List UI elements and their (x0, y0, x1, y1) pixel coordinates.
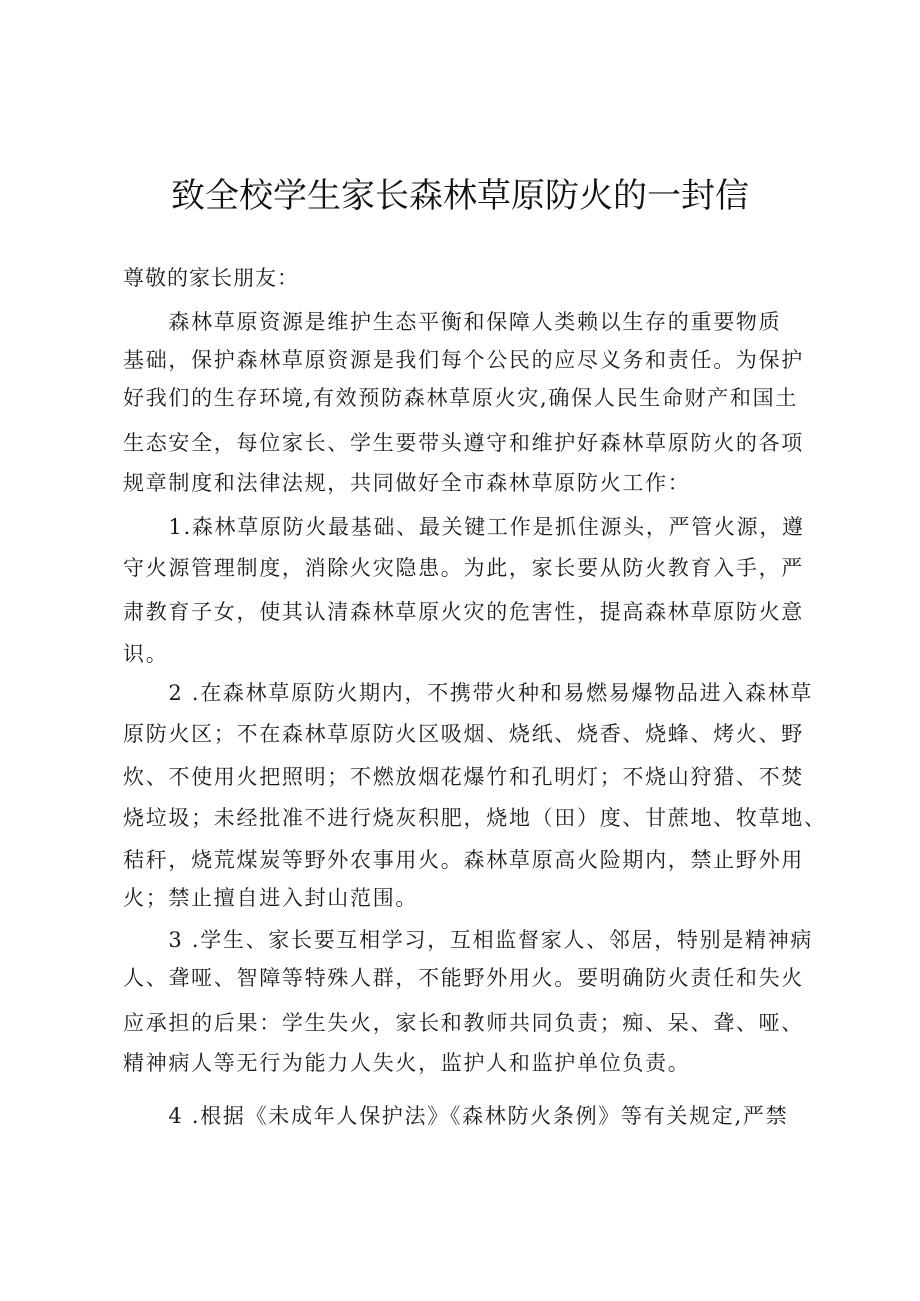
body-line: 精神病人等无行为能力人失火，监护人和监护单位负责。 (123, 1051, 691, 1075)
salutation: 尊敬的家长朋友： (123, 266, 299, 290)
body-line: 原防火区；不在森林草原防火区吸烟、烧纸、烧香、烧蜂、烤火、野 (123, 722, 804, 746)
body-line: 3 .学生、家长要互相学习，互相监督家人、邻居，特别是精神病 (123, 928, 814, 952)
body-line: 基础，保护森林草原资源是我们每个公民的应尽义务和责任。为保护 (123, 348, 804, 372)
body-line: 火；禁止擅自进入封山范围。 (123, 886, 419, 910)
body-line: 生态安全，每位家长、学生要带头遵守和维护好森林草原防火的各项 (123, 431, 804, 455)
body-line: 炊、不使用火把照明；不燃放烟花爆竹和孔明灯；不烧山狩猎、不焚 (123, 765, 804, 789)
body-line: 秸秆，烧荒煤炭等野外农事用火。森林草原高火险期内，禁止野外用 (123, 848, 804, 872)
body-line: 守火源管理制度，消除火灾隐患。为此，家长要从防火教育入手，严 (123, 556, 804, 580)
body-line: 肃教育子女，使其认清森林草原火灾的危害性，提高森林草原防火意 (123, 600, 804, 624)
body-line: 识。 (123, 642, 169, 666)
body-line: 规章制度和法律法规，共同做好全市森林草原防火工作： (123, 471, 691, 495)
body-line: 1.森林草原防火最基础、最关键工作是抓住源头，严管火源，遵 (123, 515, 805, 539)
body-line: 2 .在森林草原防火期内，不携带火种和易燃易爆物品进入森林草 (123, 681, 814, 705)
document-title: 致全校学生家长森林草原防火的一封信 (171, 176, 749, 216)
body-line: 烧垃圾；未经批准不进行烧灰积肥，烧地（田）度、甘蔗地、牧草地、 (123, 806, 827, 830)
body-line: 好我们的生存环境,有效预防森林草原火灾,确保人民生命财产和国土 (123, 386, 799, 410)
body-line: 人、聋哑、智障等特殊人群，不能野外用火。要明确防火责任和失火 (123, 966, 804, 990)
body-line: 应承担的后果：学生失火，家长和教师共同负责；痴、呆、聋、哑、 (123, 1011, 804, 1035)
body-line: 4 .根据《未成年人保护法》《森林防火条例》等有关规定,严禁 (123, 1104, 789, 1128)
body-line: 森林草原资源是维护生态平衡和保障人类赖以生存的重要物质 (123, 310, 782, 334)
